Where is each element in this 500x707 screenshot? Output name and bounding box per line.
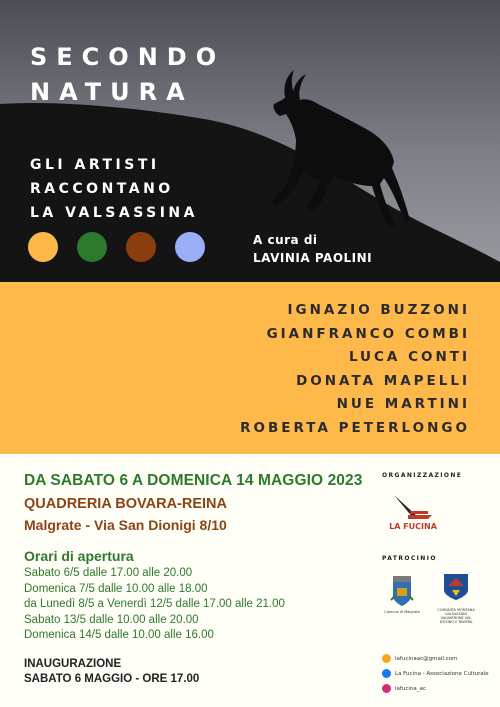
coat-of-arms-icon (389, 572, 415, 608)
patron2-caption: COMUNITÀ MONTANA VALSASSINA VALVARRONE VAL D'ESINO E RIVIERA (437, 608, 475, 624)
anvil-hammer-icon (388, 491, 438, 521)
title-line-2: NATURA (30, 78, 194, 106)
contact-instagram-text: lafucina_ac (395, 685, 426, 692)
opening-hours-item: Domenica 7/5 dalle 10.00 alle 18.00 (24, 582, 208, 595)
event-venue: QUADRERIA BOVARA-REINA (24, 496, 227, 512)
color-dot (175, 232, 205, 262)
contact-facebook[interactable] (382, 667, 494, 680)
opening-hours-item: Domenica 14/5 dalle 10.00 alle 16.00 (24, 629, 214, 641)
contact-email[interactable] (382, 652, 494, 665)
opening-hours-title: Orari di apertura (24, 548, 134, 564)
curator-label: A cura di (253, 233, 318, 247)
patron1-caption: Comune di Malgrate (384, 610, 420, 614)
color-dot (126, 232, 156, 262)
color-dots-row (28, 232, 224, 262)
artist-name: DONATA MAPELLI (296, 372, 470, 389)
patron-logos (382, 572, 494, 624)
opening-hours-item: Sabato 13/5 dalle 10.00 alle 20.00 (24, 613, 199, 626)
opening-hours-item: Sabato 6/5 dalle 17.00 alle 20.00 (24, 567, 193, 579)
inauguration-label: INAUGURAZIONE (24, 657, 122, 670)
subtitle-line-3: LA VALSASSINA (30, 205, 198, 221)
email-icon (382, 654, 391, 663)
artists-list (240, 299, 470, 441)
artist-name: GIANFRANCO COMBI (266, 325, 470, 342)
event-dates: DA SABATO 6 A DOMENICA 14 MAGGIO 2023 (24, 472, 363, 489)
inauguration-date: SABATO 6 MAGGIO - ORE 17.00 (24, 672, 200, 685)
organization-label: ORGANIZZAZIONE (382, 472, 463, 479)
poster-title (30, 40, 225, 110)
subtitle-line-1: GLI ARTISTI (30, 157, 160, 173)
artist-name: IGNAZIO BUZZONI (287, 302, 470, 318)
facebook-icon (382, 669, 391, 678)
contact-facebook-text: La Fucina - Associazione Culturale (395, 670, 489, 677)
shield-icon (442, 572, 470, 602)
subtitle-line-2: RACCONTANO (30, 181, 174, 197)
contact-email-text: lafucinaac@gmail.com (395, 655, 458, 662)
artist-name: LUCA CONTI (348, 349, 470, 366)
sponsors-column (382, 472, 494, 697)
poster-subtitle (30, 153, 198, 225)
comunita-montana-crest (434, 572, 478, 624)
curator-block (253, 231, 372, 267)
opening-hours-list (24, 566, 374, 644)
title-line-1: SECONDO (30, 43, 226, 71)
opening-hours-item: da Lunedì 8/5 a Venerdì 12/5 dalle 17.00 alle 21.00 (24, 598, 285, 610)
comune-malgrate-crest (382, 572, 422, 624)
instagram-icon (382, 684, 391, 693)
artist-name: NUE MARTINI (336, 396, 470, 413)
artist-name: ROBERTA PETERLONGO (240, 419, 470, 436)
contacts-list (382, 652, 494, 695)
curator-name: LAVINIA PAOLINI (253, 251, 373, 265)
color-dot (28, 232, 58, 262)
hero-photo-band (0, 0, 500, 282)
la-fucina-logo (388, 491, 438, 531)
la-fucina-logo-text: LA FUCINA (389, 522, 437, 531)
event-address: Malgrate - Via San Dionigi 8/10 (24, 517, 227, 533)
color-dot (77, 232, 107, 262)
event-info (24, 472, 374, 685)
artists-band (0, 282, 500, 454)
contact-instagram[interactable] (382, 682, 494, 695)
patronage-block (382, 555, 494, 624)
patronage-label: PATROCINIO (382, 555, 437, 562)
